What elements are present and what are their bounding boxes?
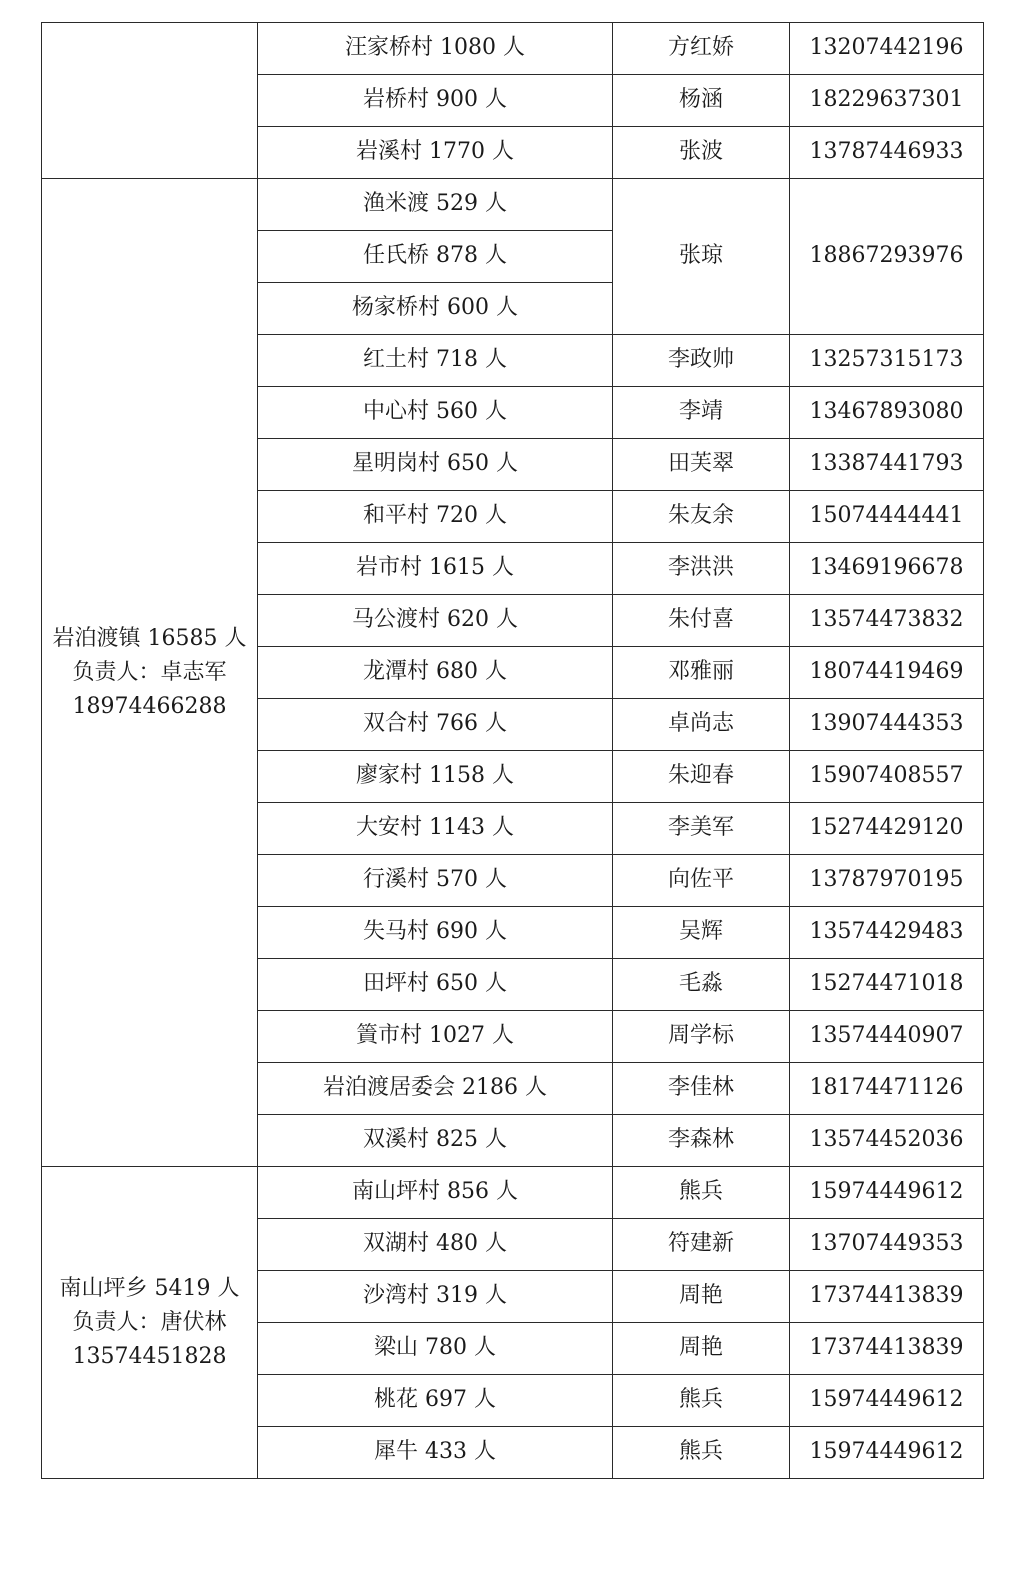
village-cell: 失马村 690 人 (258, 907, 613, 959)
village-cell: 行溪村 570 人 (258, 855, 613, 907)
village-cell: 南山坪村 856 人 (258, 1167, 613, 1219)
village-cell: 桃花 697 人 (258, 1375, 613, 1427)
village-cell: 梁山 780 人 (258, 1323, 613, 1375)
person-cell: 周学标 (613, 1011, 790, 1063)
village-cell: 篢市村 1027 人 (258, 1011, 613, 1063)
person-cell: 李洪洪 (613, 543, 790, 595)
phone-cell: 13574452036 (790, 1115, 984, 1167)
person-cell: 张波 (613, 127, 790, 179)
phone-cell: 18074419469 (790, 647, 984, 699)
person-cell: 李美军 (613, 803, 790, 855)
table-row (42, 1167, 984, 1219)
person-cell: 杨涵 (613, 75, 790, 127)
village-cell: 星明岗村 650 人 (258, 439, 613, 491)
person-cell: 向佐平 (613, 855, 790, 907)
table-row (42, 179, 984, 231)
village-cell: 任氏桥 878 人 (258, 231, 613, 283)
phone-cell: 18867293976 (790, 179, 984, 335)
person-cell: 熊兵 (613, 1167, 790, 1219)
phone-cell: 15974449612 (790, 1427, 984, 1479)
phone-cell: 17374413839 (790, 1323, 984, 1375)
person-cell: 吴辉 (613, 907, 790, 959)
town-phone: 18974466288 (72, 693, 227, 719)
person-cell: 李森林 (613, 1115, 790, 1167)
town-name: 南山坪乡 5419 人 (59, 1275, 240, 1301)
village-cell: 犀牛 433 人 (258, 1427, 613, 1479)
person-cell: 李靖 (613, 387, 790, 439)
phone-cell: 15974449612 (790, 1167, 984, 1219)
person-cell: 周艳 (613, 1323, 790, 1375)
phone-cell: 13574473832 (790, 595, 984, 647)
village-cell: 马公渡村 620 人 (258, 595, 613, 647)
phone-cell: 13574429483 (790, 907, 984, 959)
village-cell: 红土村 718 人 (258, 335, 613, 387)
village-cell: 双溪村 825 人 (258, 1115, 613, 1167)
phone-cell: 13387441793 (790, 439, 984, 491)
phone-cell: 13207442196 (790, 23, 984, 75)
phone-cell: 13257315173 (790, 335, 984, 387)
village-cell: 渔米渡 529 人 (258, 179, 613, 231)
person-cell: 熊兵 (613, 1427, 790, 1479)
phone-cell: 13574440907 (790, 1011, 984, 1063)
phone-cell: 15907408557 (790, 751, 984, 803)
town-cell (42, 23, 258, 179)
person-cell: 方红娇 (613, 23, 790, 75)
village-cell: 廖家村 1158 人 (258, 751, 613, 803)
village-cell: 沙湾村 319 人 (258, 1271, 613, 1323)
person-cell: 李佳林 (613, 1063, 790, 1115)
village-cell: 大安村 1143 人 (258, 803, 613, 855)
phone-cell: 13907444353 (790, 699, 984, 751)
table-body (42, 23, 984, 1479)
phone-cell: 15074444441 (790, 491, 984, 543)
phone-cell: 13707449353 (790, 1219, 984, 1271)
town-leader: 负责人：卓志军 (72, 659, 227, 685)
village-contact-table (41, 22, 984, 1479)
village-cell: 杨家桥村 600 人 (258, 283, 613, 335)
person-cell: 田芙翠 (613, 439, 790, 491)
village-cell: 龙潭村 680 人 (258, 647, 613, 699)
person-cell: 朱友余 (613, 491, 790, 543)
person-cell: 朱付喜 (613, 595, 790, 647)
table-row (42, 23, 984, 75)
village-cell: 中心村 560 人 (258, 387, 613, 439)
village-cell: 双合村 766 人 (258, 699, 613, 751)
person-cell: 邓雅丽 (613, 647, 790, 699)
town-phone: 13574451828 (72, 1343, 227, 1369)
person-cell: 熊兵 (613, 1375, 790, 1427)
phone-cell: 13787446933 (790, 127, 984, 179)
phone-cell: 18174471126 (790, 1063, 984, 1115)
person-cell: 毛淼 (613, 959, 790, 1011)
person-cell: 卓尚志 (613, 699, 790, 751)
person-cell: 李政帅 (613, 335, 790, 387)
town-leader: 负责人：唐伏林 (72, 1309, 227, 1335)
village-cell: 汪家桥村 1080 人 (258, 23, 613, 75)
village-cell: 岩市村 1615 人 (258, 543, 613, 595)
person-cell: 朱迎春 (613, 751, 790, 803)
person-cell: 张琼 (613, 179, 790, 335)
town-cell (42, 1167, 258, 1479)
phone-cell: 13469196678 (790, 543, 984, 595)
village-cell: 和平村 720 人 (258, 491, 613, 543)
person-cell: 符建新 (613, 1219, 790, 1271)
town-cell (42, 179, 258, 1167)
village-cell: 双湖村 480 人 (258, 1219, 613, 1271)
phone-cell: 13787970195 (790, 855, 984, 907)
village-cell: 岩溪村 1770 人 (258, 127, 613, 179)
village-cell: 田坪村 650 人 (258, 959, 613, 1011)
phone-cell: 15974449612 (790, 1375, 984, 1427)
phone-cell: 13467893080 (790, 387, 984, 439)
phone-cell: 15274471018 (790, 959, 984, 1011)
village-cell: 岩桥村 900 人 (258, 75, 613, 127)
phone-cell: 17374413839 (790, 1271, 984, 1323)
phone-cell: 15274429120 (790, 803, 984, 855)
person-cell: 周艳 (613, 1271, 790, 1323)
village-cell: 岩泊渡居委会 2186 人 (258, 1063, 613, 1115)
phone-cell: 18229637301 (790, 75, 984, 127)
town-name: 岩泊渡镇 16585 人 (52, 625, 247, 651)
